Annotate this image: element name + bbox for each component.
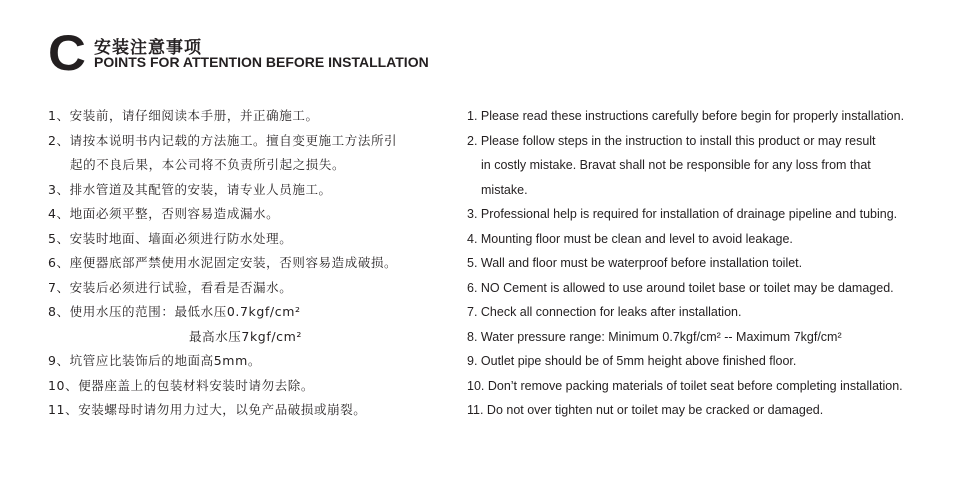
en-item-9: 9. Outlet pipe should be of 5mm height above finished floor. — [467, 354, 797, 368]
cn-item-8: 8、使用水压的范围：最低水压0.7kgf/cm² — [48, 304, 301, 319]
en-item-3: 3. Professional help is required for installation of drainage pipeline and tubing. — [467, 207, 898, 221]
en-item-8: 8. Water pressure range: Minimum 0.7kgf/cm² -- Maximum 7kgf/cm² — [467, 329, 842, 344]
cn-item-7: 7、安装后必须进行试验，看看是否漏水。 — [48, 279, 293, 295]
cn-item-11: 11、安装螺母时请勿用力过大，以免产品破损或崩裂。 — [48, 402, 367, 417]
cn-item-4: 4、地面必须平整，否则容易造成漏水。 — [48, 206, 280, 221]
english-instructions — [467, 104, 947, 423]
en-item-2-continued: in costly mistake. Bravat shall not be responsible for any loss from that — [481, 158, 871, 172]
en-item-2: 2. Please follow steps in the instruction to install this product or may result — [467, 133, 876, 148]
cn-item-8-continued: 最高水压7kgf/cm² — [189, 328, 302, 344]
cn-item-1: 1、安装前，请仔细阅读本手册，并正确施工。 — [48, 108, 319, 123]
cn-item-2-continued: 起的不良后果，本公司将不负责所引起之损失。 — [70, 157, 346, 172]
cn-item-6: 6、座便器底部严禁使用水泥固定安装，否则容易造成破损。 — [48, 255, 398, 270]
en-item-4: 4. Mounting floor must be clean and level to avoid leakage. — [467, 231, 793, 246]
chinese-instructions — [48, 104, 458, 423]
cn-item-5: 5、安装时地面、墙面必须进行防水处理。 — [48, 230, 293, 246]
cn-item-9: 9、坑管应比装饰后的地面高5mm。 — [48, 353, 261, 368]
en-item-7: 7. Check all connection for leaks after installation. — [467, 305, 742, 319]
section-letter: C — [48, 25, 86, 81]
en-item-10: 10. Don’t remove packing materials of toilet seat before completing installation. — [467, 378, 903, 393]
cn-item-10: 10、便器座盖上的包装材料安装时请勿去除。 — [48, 377, 315, 393]
en-item-5: 5. Wall and floor must be waterproof before installation toilet. — [467, 256, 803, 270]
en-item-6: 6. NO Cement is allowed to use around toilet base or toilet may be damaged. — [467, 280, 894, 295]
cn-item-2: 2、请按本说明书内记载的方法施工。擅自变更施工方法所引 — [48, 132, 398, 148]
en-item-1: 1. Please read these instructions carefully before begin for properly installation. — [467, 109, 905, 123]
en-item-11: 11. Do not over tighten nut or toilet may be cracked or damaged. — [467, 403, 824, 417]
section-title-english: POINTS FOR ATTENTION BEFORE INSTALLATION — [94, 54, 429, 70]
section-title-chinese: 安装注意事项 — [94, 38, 202, 58]
cn-item-3: 3、排水管道及其配管的安装，请专业人员施工。 — [48, 181, 332, 197]
en-item-2-continued-2: mistake. — [481, 182, 528, 197]
